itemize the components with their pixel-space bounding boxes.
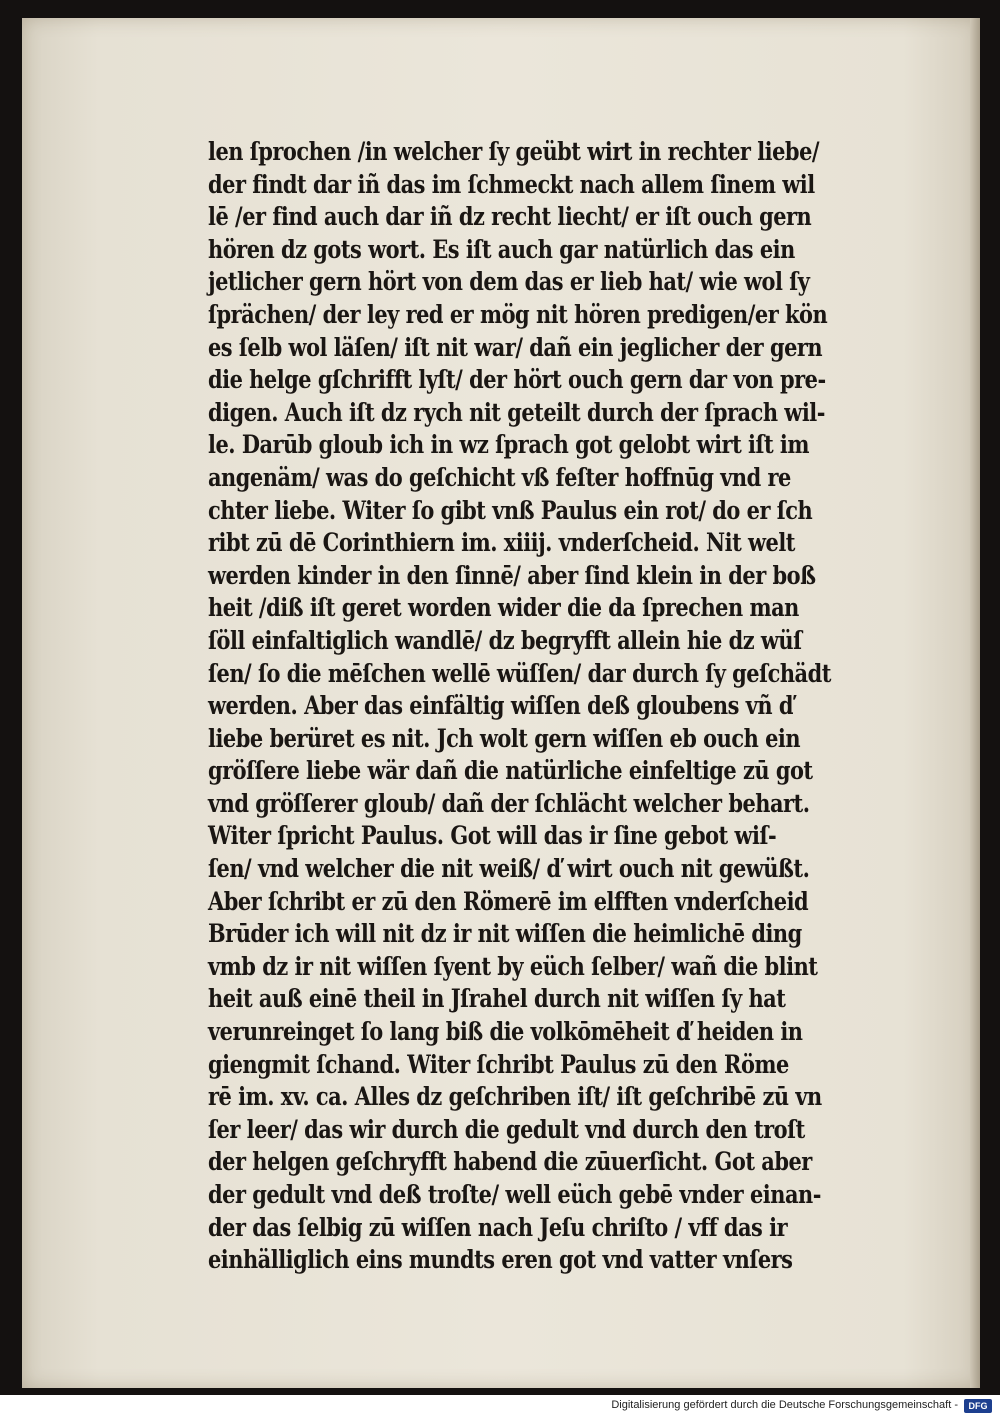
text-line: der gedult vnd deß troſte/ well eüch gebē vnder einan- [208, 1180, 821, 1210]
text-line: Witer ſpricht Paulus. Got will das ir ſine gebot wiſ- [208, 821, 777, 852]
text-line: heit auß einē theil in Jſrahel durch nit wiſſen ſy hat [208, 984, 786, 1015]
text-line: len ſprochen /in welcher ſy geübt wirt in rechter liebe/ [208, 137, 820, 167]
text-line: heit /diß iſt geret worden wider die da ſprechen man [208, 593, 799, 624]
footer-credit: Digitalisierung gefördert durch die Deutsche Forschungsgemeinschaft - [611, 1399, 958, 1411]
text-line: einhälliglich eins mundts eren got vnd vatter vnſers [208, 1245, 793, 1276]
text-line: der das ſelbig zū wiſſen nach Jeſu chriſto / vff das ir [208, 1212, 788, 1243]
text-line: es ſelb wol läſen/ iſt nit war/ dañ ein jeglicher der gern [208, 332, 823, 363]
text-line: jetlicher gern hört von dem das er lieb hat/ wie wol ſy [208, 267, 810, 298]
text-line: der helgen geſchryfft habend die zūuerſicht. Got aber [208, 1147, 812, 1178]
text-line: gröſſere liebe wär dañ die natürliche einfeltige zū got [208, 756, 813, 787]
text-line: ſöll einfaltiglich wandlē/ dz begryfft allein hie dz wüſ [208, 625, 802, 656]
text-line: der findt dar iñ das im ſchmeckt nach allem ſinem wil [208, 169, 815, 200]
text-line: werden kinder in den ſinnē/ aber ſind klein in der boß [208, 560, 816, 591]
page-edge [970, 18, 980, 1388]
text-line: ribt zū dē Corinthiern im. xiiij. vnderſcheid. Nit welt [208, 528, 795, 559]
text-line: ſprächen/ der ley red er mög nit hören predigen/er kön [208, 299, 828, 330]
text-line: vmb dz ir nit wiſſen ſyent by eüch ſelber/ wañ die blint [208, 951, 818, 982]
text-line: hören dz gots wort. Es iſt auch gar natürlich das ein [208, 234, 795, 265]
text-line: digen. Auch iſt dz rych nit geteilt durch der ſprach wil- [208, 397, 825, 428]
footer-bar [0, 1395, 1000, 1418]
dfg-logo: DFG [964, 1399, 992, 1413]
text-line: ſen/ vnd welcher die nit weiß/ ď wirt ouch nit gewüßt. [208, 854, 810, 885]
text-line: Aber ſchribt er zū den Römerē im elfften vnderſcheid [208, 886, 809, 917]
text-line: vnd gröſſerer gloub/ dañ der ſchlächt welcher behart. [208, 788, 810, 819]
text-line: chter liebe. Witer ſo gibt vnß Paulus ein rot/ do er ſch [208, 495, 813, 526]
text-line: ſer leer/ das wir durch die gedult vnd durch den troſt [208, 1114, 805, 1145]
text-line: angenäm/ was do geſchicht vß feſter hoffnūg vnd re [208, 462, 791, 493]
book-page [22, 18, 980, 1388]
text-line: Brūder ich will nit dz ir nit wiſſen die heimlichē ding [208, 919, 802, 950]
text-line: die helge gſchrifft lyſt/ der hört ouch gern dar von pre- [208, 365, 826, 396]
text-line: giengmit ſchand. Witer ſchribt Paulus zū den Röme [208, 1049, 789, 1080]
text-line: werden. Aber das einfältig wiſſen deß gloubens vñ ď [208, 691, 793, 722]
text-line: ſen/ ſo die mēſchen wellē wüſſen/ dar durch ſy geſchädt [208, 658, 831, 689]
text-line: liebe berüret es nit. Jch wolt gern wiſſen eb ouch ein [208, 723, 801, 754]
text-line: verunreinget ſo lang biß die volkōmēheit ď heiden in [208, 1017, 803, 1048]
text-line: lē /er find auch dar iñ dz recht liecht/ er iſt ouch gern [208, 202, 812, 233]
text-block [208, 136, 938, 1277]
text-line: rē im. xv. ca. Alles dz geſchriben iſt/ iſt geſchribē zū vn [208, 1082, 822, 1113]
text-line: le. Darūb gloub ich in wz ſprach got gelobt wirt iſt im [208, 430, 810, 461]
